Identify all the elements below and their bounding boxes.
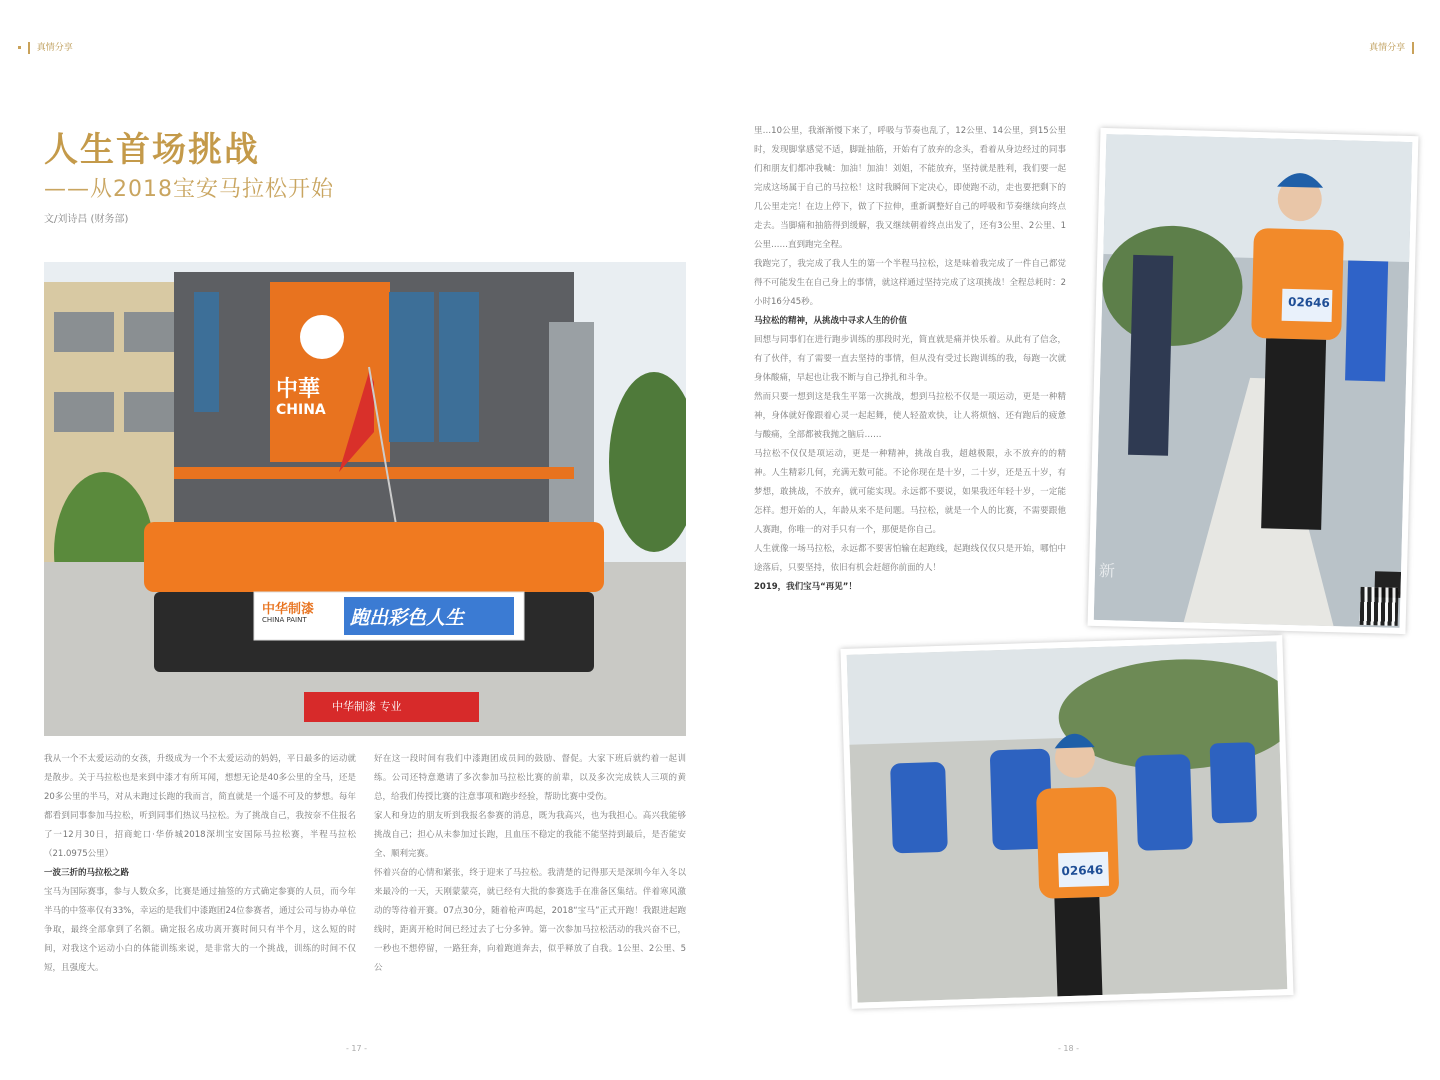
paragraph: 里…10公里，我渐渐慢下来了，呼吸与节奏也乱了，12公里、14公里，到15公里时，发现脚掌感觉不适，脚趾抽筋，开始有了放弃的念头，看着从身边经过的同事们和朋友们都冲我喊：加油！加油！刘姐，不能放弃，坚持就是胜利，我们要一起完成这场属于自己的马拉松！这时我瞬间下定决心，即使跑不动，走也要把剩下的几公里走完！在边上停下，做了下拉伸，重新调整好自己的呼吸和节奏继续向终点走去。当脚痛和抽筋得到缓解，我又继续朝着终点出发了，还有3公里、2公里、1公里……直到跑完全程。 [754, 126, 1066, 250]
article-subtitle: ——从2018宝安马拉松开始 [44, 177, 334, 202]
header-right-label: 真情分享 [1369, 43, 1406, 53]
page-number-right: - 18 - [1058, 1044, 1080, 1053]
header-left [18, 40, 73, 54]
section-heading: 一波三折的马拉松之路 [44, 868, 130, 878]
paragraph: 家人和身边的朋友听到我报名参赛的消息，既为我高兴，也为我担心。高兴我能够挑战自己；担心从未参加过长跑，且血压不稳定的我能不能坚持到最后，是否能安全、顺利完赛。 [374, 811, 686, 859]
paragraph: 马拉松不仅仅是项运动，更是一种精神，挑战自我，超越极限，永不放弃的的精神。人生精彩几何，充满无数可能。不论你现在是十岁，二十岁，还是五十岁，有梦想，敢挑战，不放弃，就可能实现。永远都不要说，如果我还年轻十岁，一定能怎样。想开始的人，年龄从来不是问题。马拉松，就是一个人的比赛，不需要跟他人赛跑，你唯一的对手只有一个，那便是你自己。 [754, 449, 1066, 535]
building-logo-text: 中華 [276, 376, 321, 402]
paragraph: 回想与同事们在进行跑步训练的那段时光，简直就是痛并快乐着。从此有了信念，有了伙伴，有了需要一直去坚持的事情，但从没有受过长跑训练的我，每跑一次就身体酸痛，早起也让我不断与自己挣扎和斗争。 [754, 335, 1066, 383]
banner-slogan: 跑出彩色人生 [350, 607, 465, 629]
paragraph: 好在这一段时间有我们中漆跑团成员间的鼓励、督促。大家下班后就约着一起训练。公司还特意邀请了多次参加马拉松比赛的前辈，以及多次完成铁人三项的黄总，给我们传授比赛的注意事项和跑步经验，帮助比赛中受伤。 [374, 754, 686, 802]
paragraph: 人生就像一场马拉松，永远都不要害怕输在起跑线，起跑线仅仅只是开始，哪怕中途落后，只要坚持，依旧有机会赶超你前面的人！ [754, 544, 1066, 573]
group-photo-image [44, 262, 686, 736]
paragraph: 怀着兴奋的心情和紧张，终于迎来了马拉松。我清楚的记得那天是深圳今年入冬以来最冷的一天，天刚蒙蒙亮，就已经有大批的参赛选手在准备区集结。伴着寒风激动的等待着开赛。07点30分，随着枪声鸣起，2018“宝马”正式开跑！我跟进起跑线时，距离开枪时间已经过去了七分多钟。第一次参加马拉松活动的我兴奋不已，一秒也不想停留，一路狂奔，向着跑道奔去，似乎释放了自我。1公里、2公里、5公 [374, 868, 686, 973]
runner-photo-image [1094, 134, 1413, 628]
header-bar [28, 42, 30, 54]
group-bib: 02646 [1061, 862, 1104, 879]
group-running-photo [840, 635, 1293, 1009]
mat-text: 中华制漆 专业 [332, 700, 402, 713]
paragraph: 宝马为国际赛事，参与人数众多，比赛是通过抽签的方式确定参赛的人员，而今年半马的中签率仅有33%，幸运的是我们中漆跑团24位参赛者，通过公司与协办单位争取，最终全部拿到了名额。确定报名成功离开赛时间只有半个月，这么短的时间，对我这个运动小白的体能训练来说，是非常大的一个挑战，训练的时间不仅短，且强度大。 [44, 887, 356, 973]
column-left [44, 750, 356, 978]
article-byline: 文/刘诗昌 (财务部) [44, 214, 129, 225]
runner-watermark: 新 [1098, 561, 1116, 581]
runner-bib: 02646 [1287, 294, 1331, 310]
paragraph: 我从一个不太爱运动的女孩，升级成为一个不太爱运动的妈妈，平日最多的运动就是散步。关于马拉松也是来到中漆才有所耳闻，想想无论是40多公里的全马，还是20多公里的半马，对从未跑过长跑的我而言，简直就是一个遥不可及的梦想。每年都看到同事参加马拉松，听到同事们热议马拉松。为了挑战自己，我按奈不住报名了一12月30日，招商蛇口·华侨城2018深圳宝安国际马拉松赛，半程马拉松（21.0975公里） [44, 754, 356, 859]
header-right [1369, 40, 1418, 54]
paragraph: 然而只要一想到这是我生平第一次挑战，想到马拉松不仅是一项运动，更是一种精神，身体就好像跟着心灵一起起舞，使人轻盈欢快，让人将烦恼、还有跑后的疲惫与酸痛，全部都被我抛之脑后…… [754, 392, 1066, 440]
group-photo-building [44, 262, 686, 736]
banner-brand: 中华制漆 [262, 602, 315, 617]
banner-brand-en: CHINA PAINT [262, 616, 307, 624]
column-middle [374, 750, 686, 978]
section-heading: 马拉松的精神，从挑战中寻求人生的价值 [754, 316, 908, 326]
building-sign-text: CHINA [276, 402, 326, 418]
paragraph: 我跑完了，我完成了我人生的第一个半程马拉松，这是味着我完成了一件自己都觉得不可能发生在自己身上的事情，就这样通过坚持完成了这项挑战！全程总耗时：2小时16分45秒。 [754, 259, 1066, 307]
header-dot-icon [18, 46, 21, 49]
header-bar [1412, 42, 1414, 54]
section-heading: 2019，我们宝马“再见”！ [754, 582, 857, 592]
page-number-left: - 17 - [346, 1044, 368, 1053]
header-left-label: 真情分享 [36, 43, 73, 53]
article-title: 人生首场挑战 [44, 130, 260, 170]
column-right [754, 122, 1066, 597]
qr-code-icon [1360, 587, 1399, 626]
group-running-photo-image [847, 641, 1288, 1002]
runner-photo [1088, 128, 1419, 634]
